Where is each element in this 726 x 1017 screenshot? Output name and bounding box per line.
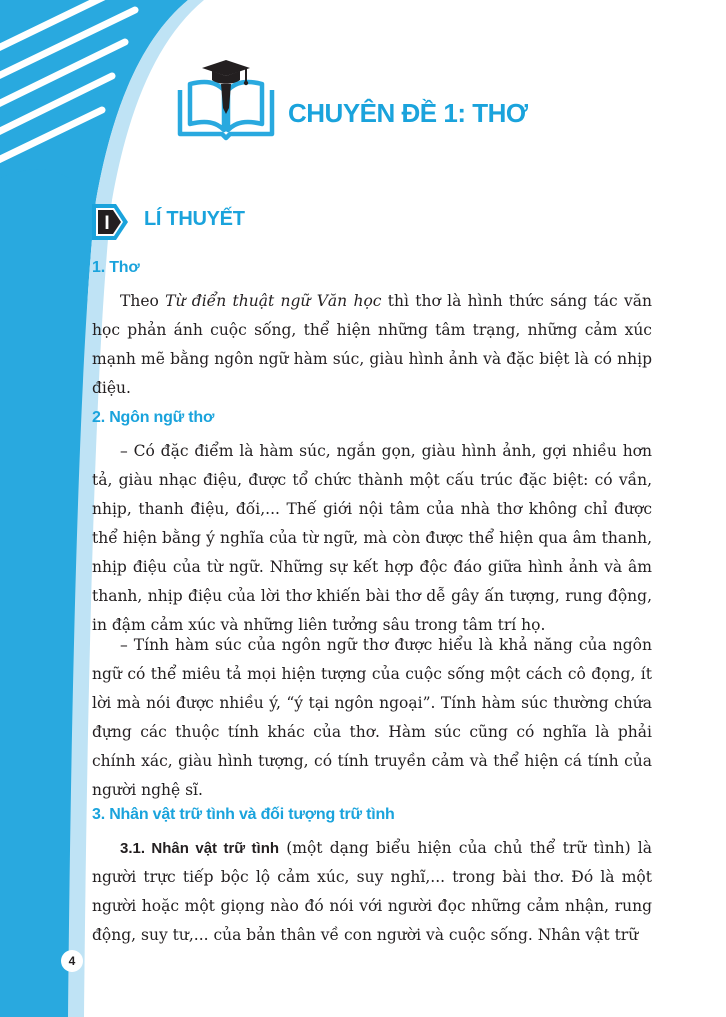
- term-lyrical-character: 3.1. Nhân vật trữ tình: [120, 840, 280, 857]
- section-numeral: I: [104, 213, 110, 234]
- subsection-heading-1: 1. Thơ: [92, 259, 140, 276]
- chapter-title: CHUYÊN ĐỀ 1: THƠ: [288, 98, 528, 128]
- bottom-band: [0, 930, 66, 1017]
- paragraph-definition: Theo Từ điển thuật ngữ Văn học thì thơ là hình thức sáng tác văn học phản ánh cuộc sống, thể hiện những tâm trạng, những cảm xúc mạnh mẽ bằng ngôn ngữ hàm súc, giàu hình ảnh và đặc biệt là có nhịp điệu.: [92, 292, 652, 397]
- subsection-heading-2: 2. Ngôn ngữ thơ: [92, 409, 215, 426]
- paragraph-conciseness: – Tính hàm súc của ngôn ngữ thơ được hiểu là khả năng của ngôn ngữ có thể miêu tả mọi hiện tượng của cuộc sống một cách cô đọng, ít lời mà nói được nhiều ý, “ý tại ngôn ngoại”. Tính hàm súc thường chứa đựng các thuộc tính khác của thơ. Hàm súc cũng có nghĩa là phải chính xác, giàu hình tượng, có tính truyền cảm và thể hiện cá tính của người nghệ sĩ.: [92, 636, 652, 799]
- subsection-heading-3: 3. Nhân vật trữ tình và đối tượng trữ tình: [92, 806, 395, 823]
- book-title: Từ điển thuật ngữ Văn học: [165, 292, 382, 310]
- paragraph-language-features: – Có đặc điểm là hàm súc, ngắn gọn, giàu hình ảnh, gợi nhiều hơn tả, giàu nhạc điệu, được tổ chức thành một cấu trúc đặc biệt: có vần, nhịp, thanh điệu, đối,... Thế giới nội tâm của nhà thơ không chỉ được thể hiện bằng ý nghĩa của từ ngữ, mà còn được thể hiện qua âm thanh, nhịp điệu của từ ngữ. Những sự kết hợp độc đáo giữa hình ảnh và âm thanh, nhịp điệu của lời thơ khiến bài thơ dễ gây ấn tượng, rung động, in đậm cảm xúc và những liên tưởng sâu trong tâm trí họ.: [92, 442, 652, 634]
- section-title: LÍ THUYẾT: [144, 208, 245, 230]
- paragraph-lyrical-character: 3.1. Nhân vật trữ tình (một dạng biểu hiện của chủ thể trữ tình) là người trực tiếp bộc lộ cảm xúc, suy nghĩ,... trong bài thơ. Đó là một người hoặc một giọng nào đó nói với người đọc những cảm nhận, rung động, suy tư,... của bản thân về con người và cuộc sống. Nhân vật trữ: [92, 839, 652, 944]
- page-number: 4: [61, 950, 83, 972]
- book-graduation-cap-icon: [176, 58, 276, 142]
- section-badge: [92, 204, 130, 240]
